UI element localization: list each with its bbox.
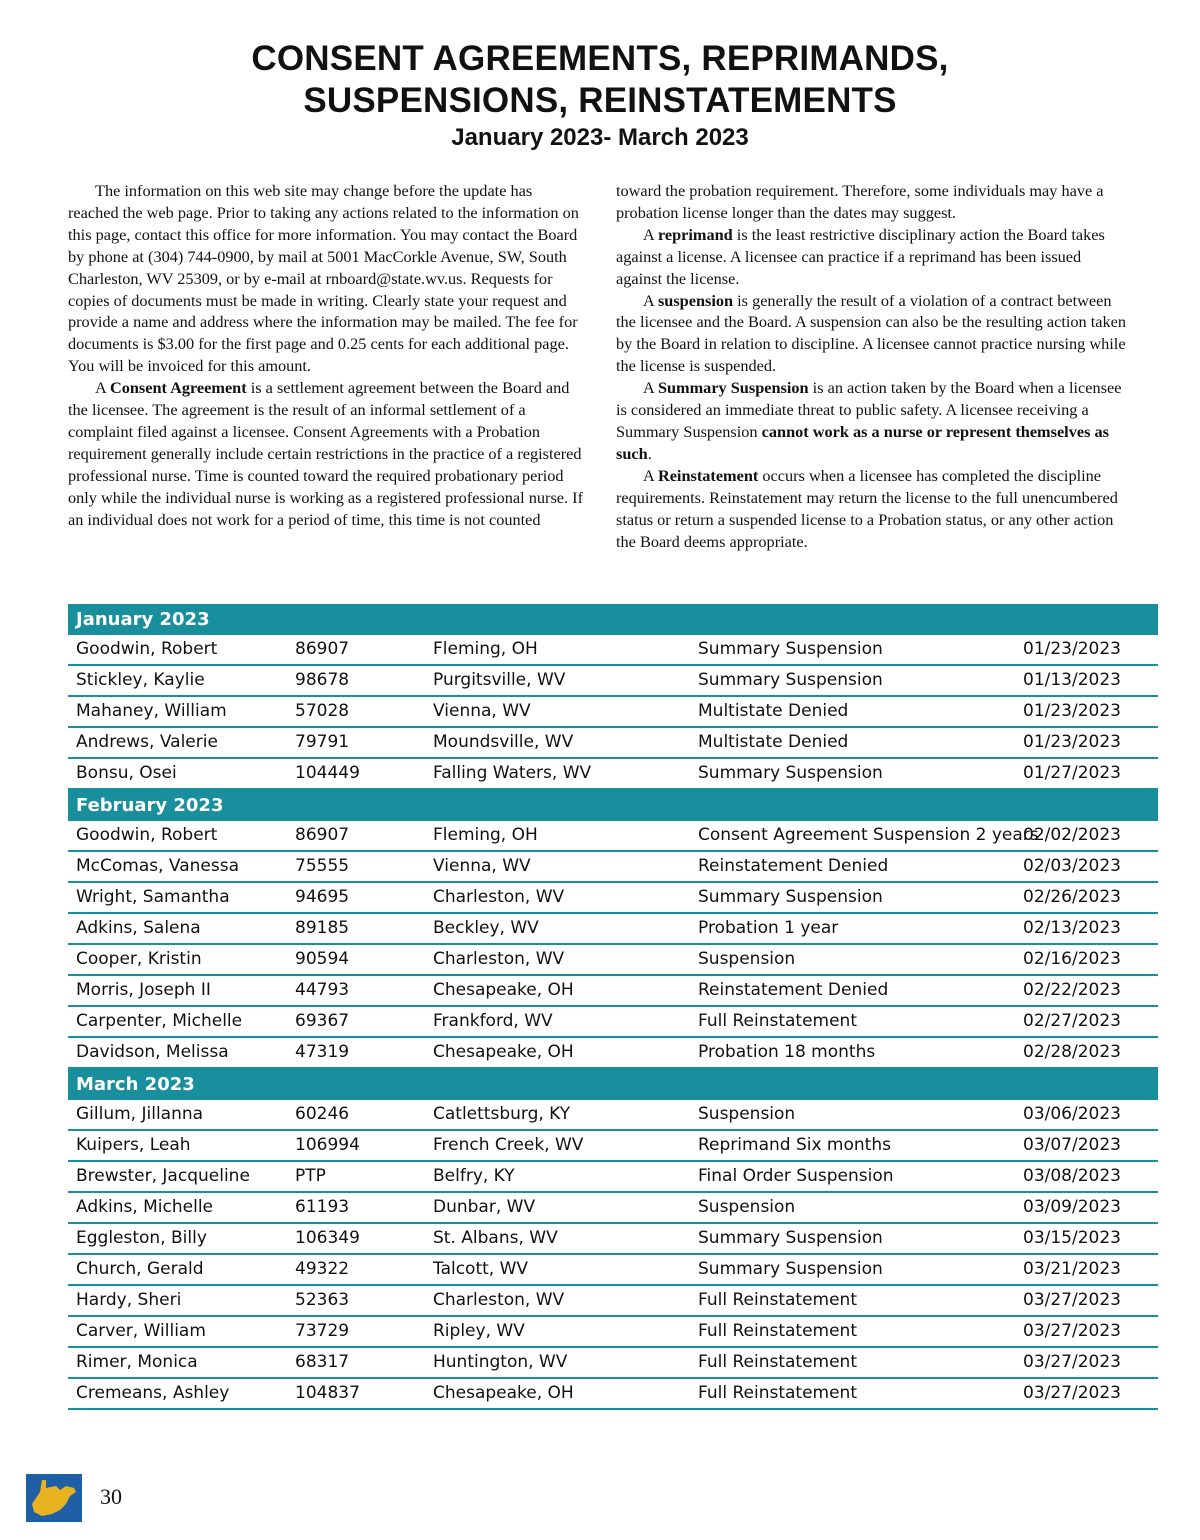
month-section-header: January 2023 <box>68 604 1158 635</box>
date-cell: 03/27/2023 <box>1023 1290 1121 1310</box>
page-title <box>0 38 1200 122</box>
table-row <box>68 1348 1158 1379</box>
location-cell: Chesapeake, OH <box>433 1383 574 1403</box>
action-cell: Full Reinstatement <box>698 1383 858 1403</box>
date-cell: 03/27/2023 <box>1023 1321 1121 1341</box>
action-cell: Reprimand Six months <box>698 1135 891 1155</box>
table-row <box>68 1379 1158 1410</box>
location-cell: Fleming, OH <box>433 639 538 659</box>
page-number: 30 <box>100 1484 122 1509</box>
license-number-cell: 47319 <box>295 1042 350 1062</box>
date-cell: 02/16/2023 <box>1023 949 1121 969</box>
action-cell: Full Reinstatement <box>698 1290 858 1310</box>
table-row <box>68 1162 1158 1193</box>
license-number-cell: 106994 <box>295 1135 360 1155</box>
licensee-name-cell: Gillum, Jillanna <box>76 1104 204 1124</box>
licensee-name-cell: Goodwin, Robert <box>76 825 218 845</box>
action-cell: Summary Suspension <box>698 670 883 690</box>
table-row <box>68 914 1158 945</box>
license-number-cell: 98678 <box>295 670 350 690</box>
table-row <box>68 666 1158 697</box>
action-cell: Full Reinstatement <box>698 1011 858 1031</box>
date-cell: 01/23/2023 <box>1023 732 1121 752</box>
location-cell: Vienna, WV <box>433 856 531 876</box>
location-cell: French Creek, WV <box>433 1135 584 1155</box>
location-cell: Talcott, WV <box>433 1259 529 1279</box>
license-number-cell: 79791 <box>295 732 350 752</box>
disciplinary-actions-table <box>68 604 1158 1410</box>
location-cell: Fleming, OH <box>433 825 538 845</box>
table-row <box>68 1317 1158 1348</box>
date-cell: 03/08/2023 <box>1023 1166 1121 1186</box>
licensee-name-cell: Carpenter, Michelle <box>76 1011 243 1031</box>
table-row <box>68 1038 1158 1069</box>
licensee-name-cell: Stickley, Kaylie <box>76 670 205 690</box>
location-cell: Catlettsburg, KY <box>433 1104 571 1124</box>
title-line-2: SUSPENSIONS, REINSTATEMENTS <box>303 81 897 120</box>
license-number-cell: 60246 <box>295 1104 350 1124</box>
west-virginia-map-icon <box>26 1474 82 1522</box>
action-cell: Suspension <box>698 1104 796 1124</box>
licensee-name-cell: Kuipers, Leah <box>76 1135 191 1155</box>
licensee-name-cell: Davidson, Melissa <box>76 1042 229 1062</box>
table-row <box>68 728 1158 759</box>
term-summary-suspension: Summary Suspension <box>657 378 809 398</box>
intro-left-column <box>68 180 583 531</box>
date-cell: 03/06/2023 <box>1023 1104 1121 1124</box>
action-cell: Suspension <box>698 949 796 969</box>
license-number-cell: 90594 <box>295 949 350 969</box>
licensee-name-cell: Adkins, Michelle <box>76 1197 214 1217</box>
page-subtitle: January 2023- March 2023 <box>451 124 749 151</box>
date-cell: 03/15/2023 <box>1023 1228 1121 1248</box>
term-reprimand: reprimand <box>657 224 733 244</box>
date-cell: 02/02/2023 <box>1023 825 1121 845</box>
location-cell: Charleston, WV <box>433 949 565 969</box>
table-row <box>68 945 1158 976</box>
table-row <box>68 1131 1158 1162</box>
table-row <box>68 852 1158 883</box>
license-number-cell: 86907 <box>295 639 350 659</box>
location-cell: Vienna, WV <box>433 701 531 721</box>
location-cell: Charleston, WV <box>433 1290 565 1310</box>
licensee-name-cell: Hardy, Sheri <box>76 1290 182 1310</box>
date-cell: 03/27/2023 <box>1023 1352 1121 1372</box>
table-row <box>68 883 1158 914</box>
date-cell: 02/13/2023 <box>1023 918 1121 938</box>
term-suspension: suspension <box>657 290 734 310</box>
location-cell: Falling Waters, WV <box>433 763 592 783</box>
licensee-name-cell: Eggleston, Billy <box>76 1228 207 1248</box>
intro-paragraph-reprimand: A reprimand is the least restrictive disciplinary action the Board takes against a license. A licensee can practice if a reprimand has been issued against the license. <box>616 224 1105 288</box>
date-cell: 02/03/2023 <box>1023 856 1121 876</box>
license-number-cell: PTP <box>295 1166 326 1186</box>
action-cell: Suspension <box>698 1197 796 1217</box>
location-cell: Dunbar, WV <box>433 1197 536 1217</box>
table-row <box>68 1007 1158 1038</box>
table-row <box>68 976 1158 1007</box>
action-cell: Probation 1 year <box>698 918 839 938</box>
licensee-name-cell: Mahaney, William <box>76 701 227 721</box>
table-row <box>68 1224 1158 1255</box>
license-number-cell: 57028 <box>295 701 350 721</box>
table-row <box>68 1286 1158 1317</box>
date-cell: 03/07/2023 <box>1023 1135 1121 1155</box>
date-cell: 02/22/2023 <box>1023 980 1121 1000</box>
intro-paragraph-reinstatement: A Reinstatement occurs when a licensee has completed the discipline requirements. Reinstatement may return the license to the full unencumbered status or return a suspended license to a Probation status, or any other action the Board deems appropriate. <box>616 465 1118 551</box>
action-cell: Consent Agreement Suspension 2 years <box>698 825 1039 845</box>
license-number-cell: 44793 <box>295 980 350 1000</box>
licensee-name-cell: Rimer, Monica <box>76 1352 198 1372</box>
license-number-cell: 68317 <box>295 1352 350 1372</box>
license-number-cell: 104837 <box>295 1383 360 1403</box>
table-row <box>68 821 1158 852</box>
license-number-cell: 69367 <box>295 1011 350 1031</box>
action-cell: Final Order Suspension <box>698 1166 894 1186</box>
location-cell: Chesapeake, OH <box>433 980 574 1000</box>
action-cell: Multistate Denied <box>698 701 849 721</box>
licensee-name-cell: Cremeans, Ashley <box>76 1383 230 1403</box>
license-number-cell: 49322 <box>295 1259 350 1279</box>
action-cell: Summary Suspension <box>698 639 883 659</box>
date-cell: 01/23/2023 <box>1023 639 1121 659</box>
action-cell: Summary Suspension <box>698 763 883 783</box>
intro-paragraph-summary-suspension: A Summary Suspension is an action taken by the Board when a licensee is considered an immediate threat to public safety. A licensee receiving a Summary Suspension cannot work as a nurse or represent themselves as such. <box>616 378 1122 463</box>
title-line-1: CONSENT AGREEMENTS, REPRIMANDS, <box>251 39 949 78</box>
licensee-name-cell: Brewster, Jacqueline <box>76 1166 250 1186</box>
location-cell: Beckley, WV <box>433 918 539 938</box>
license-number-cell: 106349 <box>295 1228 360 1248</box>
licensee-name-cell: Carver, William <box>76 1321 206 1341</box>
intro-right-column <box>616 180 1131 552</box>
license-number-cell: 86907 <box>295 825 350 845</box>
action-cell: Probation 18 months <box>698 1042 876 1062</box>
table-row <box>68 697 1158 728</box>
action-cell: Summary Suspension <box>698 887 883 907</box>
license-number-cell: 75555 <box>295 856 350 876</box>
license-number-cell: 89185 <box>295 918 350 938</box>
table-row <box>68 1100 1158 1131</box>
license-number-cell: 73729 <box>295 1321 350 1341</box>
location-cell: Huntington, WV <box>433 1352 568 1372</box>
date-cell: 03/21/2023 <box>1023 1259 1121 1279</box>
license-number-cell: 61193 <box>295 1197 350 1217</box>
date-cell: 01/23/2023 <box>1023 701 1121 721</box>
table-row <box>68 1255 1158 1286</box>
licensee-name-cell: McComas, Vanessa <box>76 856 240 876</box>
location-cell: Charleston, WV <box>433 887 565 907</box>
licensee-name-cell: Andrews, Valerie <box>76 732 218 752</box>
date-cell: 02/28/2023 <box>1023 1042 1121 1062</box>
licensee-name-cell: Bonsu, Osei <box>76 763 177 783</box>
month-section-header: March 2023 <box>68 1069 1158 1100</box>
action-cell: Full Reinstatement <box>698 1321 858 1341</box>
date-cell: 02/26/2023 <box>1023 887 1121 907</box>
intro-paragraph-suspension: A suspension is generally the result of a violation of a contract between the licensee and the Board. A suspension can also be the resulting action taken by the Board in relation to discipline. A licensee cannot practice nursing while the license is suspended. <box>616 290 1127 376</box>
action-cell: Reinstatement Denied <box>698 856 889 876</box>
intro-paragraph-contact: The information on this web site may change before the update has reached the web page. Prior to taking any actions related to the information on this page, contact this office for more information. You may contact the Board by phone at (304) 744-0900, by mail at 5001 MacCorkle Avenue, SW, South Charleston, WV 25309, or by e-mail at rnboard@state.wv.us. Requests for copies of documents must be made in writing. Clearly state your request and provide a name and address where the information may be mailed. The fee for documents is $3.00 for the first page and 0.25 cents for each additional page. You will be invoiced for this amount. <box>68 181 579 376</box>
location-cell: St. Albans, WV <box>433 1228 558 1248</box>
location-cell: Frankford, WV <box>433 1011 553 1031</box>
table-row <box>68 635 1158 666</box>
location-cell: Purgitsville, WV <box>433 670 566 690</box>
date-cell: 01/27/2023 <box>1023 763 1121 783</box>
table-row <box>68 1193 1158 1224</box>
term-reinstatement: Reinstatement <box>657 465 759 485</box>
action-cell: Reinstatement Denied <box>698 980 889 1000</box>
licensee-name-cell: Goodwin, Robert <box>76 639 218 659</box>
intro-paragraph-consent-agreement: A Consent Agreement is a settlement agreement between the Board and the licensee. The agreement is the result of an informal settlement of a complaint filed against a licensee. Consent Agreements with a Probation requirement generally include certain restrictions in the practice of a registered professional nurse. Time is counted toward the required probationary period only while the individual nurse is working as a registered professional nurse. If an individual does not work for a period of time, this time is not counted <box>68 378 583 529</box>
summary-suspension-warning: cannot work as a nurse or represent themselves as such <box>616 421 1109 463</box>
licensee-name-cell: Cooper, Kristin <box>76 949 202 969</box>
location-cell: Moundsville, WV <box>433 732 574 752</box>
month-section-header: February 2023 <box>68 790 1158 821</box>
action-cell: Full Reinstatement <box>698 1352 858 1372</box>
licensee-name-cell: Wright, Samantha <box>76 887 230 907</box>
intro-paragraph-continued: toward the probation requirement. Therefore, some individuals may have a probation license longer than the dates may suggest. <box>616 181 1104 222</box>
date-cell: 03/09/2023 <box>1023 1197 1121 1217</box>
date-cell: 03/27/2023 <box>1023 1383 1121 1403</box>
licensee-name-cell: Morris, Joseph II <box>76 980 211 1000</box>
date-cell: 02/27/2023 <box>1023 1011 1121 1031</box>
location-cell: Chesapeake, OH <box>433 1042 574 1062</box>
action-cell: Multistate Denied <box>698 732 849 752</box>
action-cell: Summary Suspension <box>698 1259 883 1279</box>
location-cell: Ripley, WV <box>433 1321 525 1341</box>
license-number-cell: 104449 <box>295 763 360 783</box>
action-cell: Summary Suspension <box>698 1228 883 1248</box>
licensee-name-cell: Church, Gerald <box>76 1259 204 1279</box>
license-number-cell: 94695 <box>295 887 350 907</box>
licensee-name-cell: Adkins, Salena <box>76 918 201 938</box>
term-consent-agreement: Consent Agreement <box>109 378 247 398</box>
table-row <box>68 759 1158 790</box>
location-cell: Belfry, KY <box>433 1166 515 1186</box>
license-number-cell: 52363 <box>295 1290 350 1310</box>
date-cell: 01/13/2023 <box>1023 670 1121 690</box>
